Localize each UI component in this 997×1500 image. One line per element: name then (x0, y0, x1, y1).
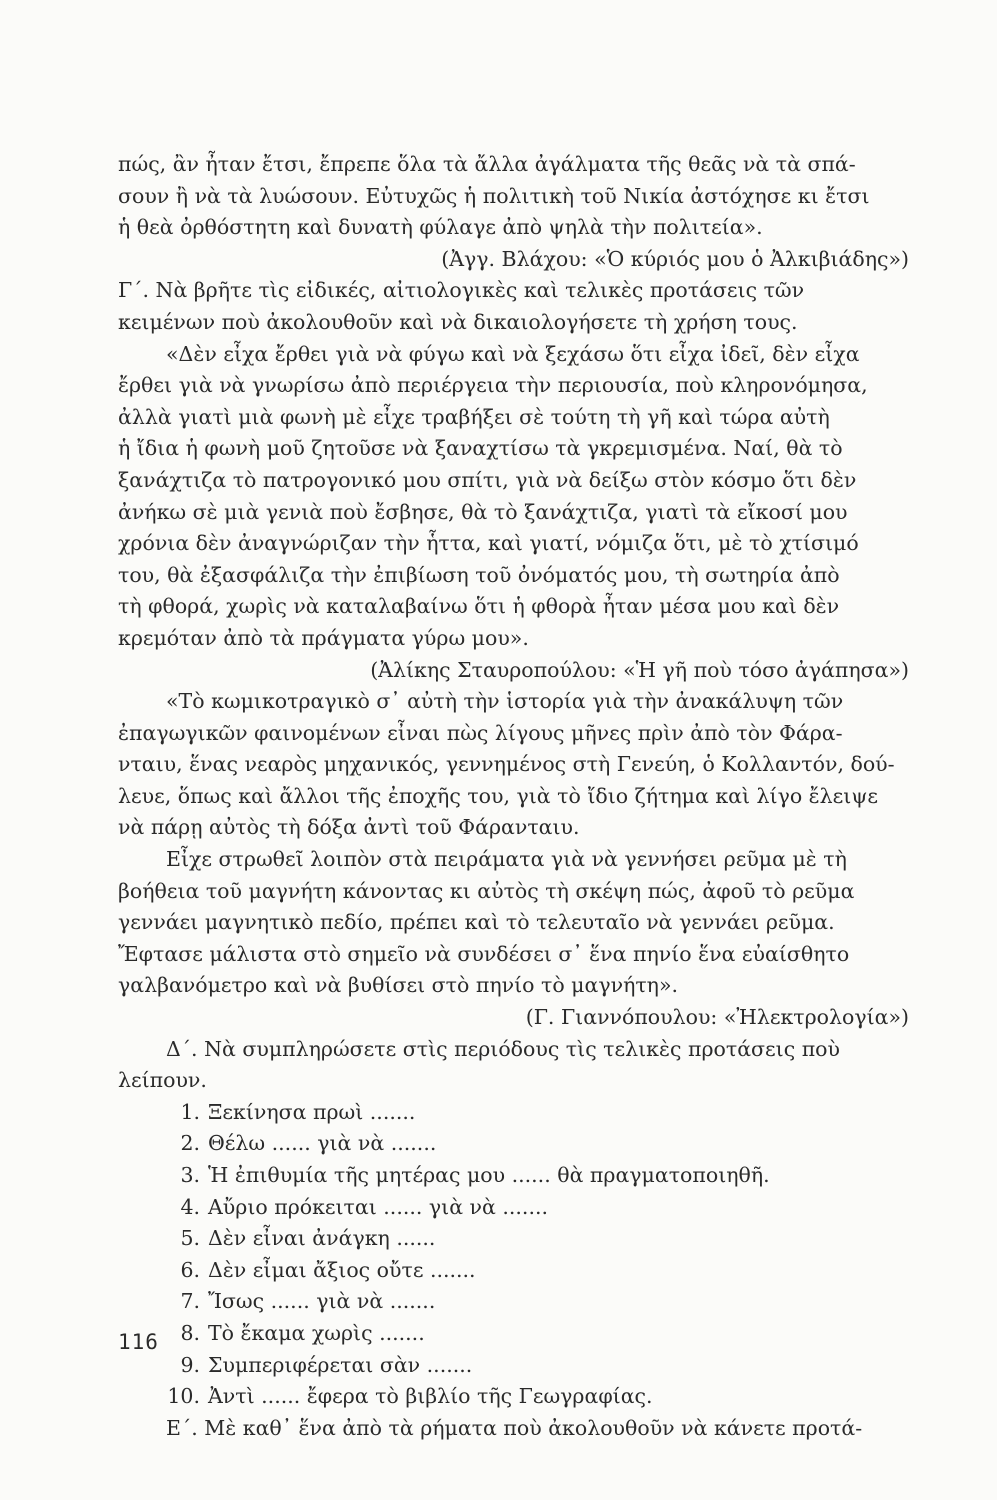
text-line: κειμένων ποὺ ἀκολουθοῦν καὶ νὰ δικαιολογήσετε τὴ χρήση τους. (118, 309, 798, 334)
list-item-number: 2. (180, 1131, 200, 1156)
list-item-text: Ξεκίνησα πρωὶ ....... (208, 1099, 416, 1124)
text-line: νταιυ, ἕνας νεαρὸς μηχανικός, γεννημένος στὴ Γενεύη, ὁ Κολλαντόν, δού- (118, 752, 895, 777)
exercise-list-item (118, 1286, 913, 1318)
section-e-heading-line: Ε΄. Μὲ καθ᾽ ἕνα ἀπὸ τὰ ρήματα ποὺ ἀκολουθοῦν νὰ κάνετε προτά- (166, 1415, 863, 1440)
list-item-number: 10. (167, 1384, 200, 1409)
exercise-list-item (118, 1128, 913, 1160)
page-body-text (118, 149, 913, 1444)
citation-line: (Ἀλίκης Σταυροπούλου: «Ἡ γῆ ποὺ τόσο ἀγάπησα») (370, 657, 909, 682)
text-line: λευε, ὅπως καὶ ἄλλοι τῆς ἐποχῆς του, γιὰ τὸ ἴδιο ζήτημα καὶ λίγο ἔλειψε (118, 783, 879, 808)
list-item-number: 8. (180, 1320, 200, 1345)
text-line: ἀλλὰ γιατὶ μιὰ φωνὴ μὲ εἶχε τραβήξει σὲ τούτη τὴ γῆ καὶ τώρα αὐτὴ (118, 404, 830, 429)
list-item-text: Δὲν εἶμαι ἄξιος οὔτε ....... (208, 1257, 476, 1282)
exercise-list-item (118, 1350, 913, 1382)
text-line: Εἶχε στρωθεῖ λοιπὸν στὰ πειράματα γιὰ νὰ γεννήσει ρεῦμα μὲ τὴ (166, 847, 847, 872)
text-line: «Τὸ κωμικοτραγικὸ σ᾽ αὐτὴ τὴν ἱστορία γιὰ τὴν ἀνακάλυψη τῶν (166, 689, 844, 714)
list-item-number: 9. (180, 1352, 200, 1377)
text-line: γαλβανόμετρο καὶ νὰ βυθίσει στὸ πηνίο τὸ μαγνήτη». (118, 973, 679, 998)
list-item-number: 4. (180, 1194, 200, 1219)
list-item-text: Ἀντὶ ...... ἔφερα τὸ βιβλίο τῆς Γεωγραφίας. (208, 1384, 653, 1409)
text-line: νὰ πάρῃ αὐτὸς τὴ δόξα ἀντὶ τοῦ Φάρανταιυ. (118, 815, 580, 840)
exercise-list-item (118, 1160, 913, 1192)
list-item-number: 6. (180, 1257, 200, 1282)
exercise-list-item (118, 1381, 913, 1413)
exercise-list-item (118, 1318, 913, 1350)
text-line: σουν ἢ νὰ τὰ λυώσουν. Εὐτυχῶς ἡ πολιτικὴ τοῦ Νικία ἀστόχησε κι ἔτσι (118, 183, 870, 208)
list-item-text: Αὔριο πρόκειται ...... γιὰ νὰ ....... (208, 1194, 548, 1219)
text-line: «Δὲν εἶχα ἔρθει γιὰ νὰ φύγω καὶ νὰ ξεχάσω ὅτι εἶχα ἰδεῖ, δὲν εἶχα (166, 341, 860, 366)
text-line: ξανάχτιζα τὸ πατρογονικό μου σπίτι, γιὰ νὰ δείξω στὸν κόσμο ὅτι δὲν (118, 467, 857, 492)
list-item-text: Τὸ ἔκαμα χωρὶς ....... (208, 1320, 425, 1345)
citation-line: (Ἀγγ. Βλάχου: «Ὁ κύριός μου ὁ Ἀλκιβιάδης») (441, 246, 909, 271)
list-item-number: 5. (180, 1226, 200, 1251)
exercise-list-item (118, 1192, 913, 1224)
citation-line: (Γ. Γιαννόπουλου: «Ἠλεκτρολογία») (525, 1005, 909, 1030)
list-item-text: Θέλω ...... γιὰ νὰ ....... (208, 1131, 437, 1156)
text-line: Γ΄. Νὰ βρῆτε τὶς εἰδικές, αἰτιολογικὲς καὶ τελικὲς προτάσεις τῶν (118, 278, 805, 303)
text-line: πώς, ἂν ἦταν ἔτσι, ἔπρεπε ὅλα τὰ ἄλλα ἀγάλματα τῆς θεᾶς νὰ τὰ σπά- (118, 152, 856, 176)
list-item-text: Ἴσως ...... γιὰ νὰ ....... (208, 1289, 436, 1314)
text-line: λείπουν. (118, 1068, 207, 1093)
text-line: Ἔφτασε μάλιστα στὸ σημεῖο νὰ συνδέσει σ᾽ ἕνα πηνίο ἕνα εὐαίσθητο (118, 941, 850, 966)
exercise-list-item (118, 1255, 913, 1287)
text-line: ἐπαγωγικῶν φαινομένων εἶναι πὼς λίγους μῆνες πρὶν ἀπὸ τὸν Φάρα- (118, 720, 843, 745)
exercise-list-item (118, 1223, 913, 1255)
list-item-number: 1. (180, 1099, 200, 1124)
list-item-number: 3. (180, 1163, 200, 1187)
text-line: ἀνήκω σὲ μιὰ γενιὰ ποὺ ἔσβησε, θὰ τὸ ξανάχτιζα, γιατὶ τὰ εἴκοσί μου (118, 499, 848, 524)
text-line: βοήθεια τοῦ μαγνήτη κάνοντας κι αὐτὸς τὴ σκέψη πώς, ἀφοῦ τὸ ρεῦμα (118, 878, 855, 903)
text-line: ἡ θεὰ ὀρθόστητη καὶ δυνατὴ φύλαγε ἀπὸ ψηλὰ τὴν πολιτεία». (118, 215, 763, 240)
list-item-text: Συμπεριφέρεται σὰν ....... (208, 1352, 473, 1377)
text-line: Δ΄. Νὰ συμπληρώσετε στὶς περιόδους τὶς τελικὲς προτάσεις ποὺ (166, 1036, 840, 1061)
text-line: χρόνια δὲν ἀναγνώριζαν τὴν ἧττα, καὶ γιατί, νόμιζα ὅτι, μὲ τὸ χτίσιμό (118, 531, 859, 556)
text-line: ἡ ἴδια ἡ φωνὴ μοῦ ζητοῦσε νὰ ξαναχτίσω τὰ γκρεμισμένα. Ναί, θὰ τὸ (118, 436, 843, 461)
text-line: κρεμόταν ἀπὸ τὰ πράγματα γύρω μου». (118, 625, 529, 650)
list-item-text: Ἡ ἐπιθυμία τῆς μητέρας μου ...... θὰ πραγματοποιηθῆ. (208, 1163, 770, 1187)
text-line: τὴ φθορά, χωρὶς νὰ καταλαβαίνω ὅτι ἡ φθορὰ ἦταν μέσα μου καὶ δὲν (118, 594, 840, 619)
text-line: γεννάει μαγνητικὸ πεδίο, πρέπει καὶ τὸ τελευταῖο νὰ γεννάει ρεῦμα. (118, 910, 835, 935)
exercise-list-item (118, 1097, 913, 1129)
text-line: του, θὰ ἐξασφάλιζα τὴν ἐπιβίωση τοῦ ὀνόματός μου, τὴ σωτηρία ἀπὸ (118, 562, 840, 587)
list-item-number: 7. (180, 1289, 200, 1314)
list-item-text: Δὲν εἶναι ἀνάγκη ...... (208, 1226, 436, 1251)
page-number: 116 (118, 1330, 159, 1354)
text-line: ἔρθει γιὰ νὰ γνωρίσω ἀπὸ περιέργεια τὴν περιουσία, ποὺ κληρονόμησα, (118, 373, 868, 398)
